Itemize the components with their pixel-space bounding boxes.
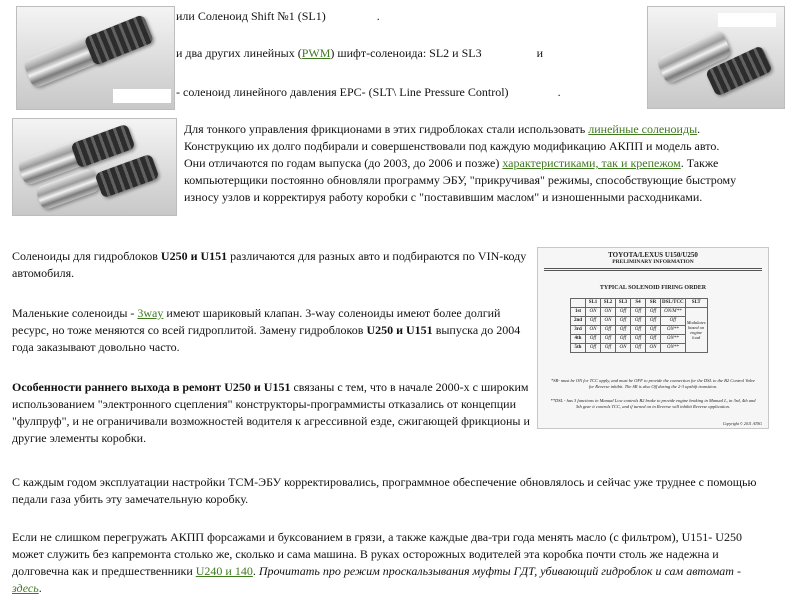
table-cell: Off xyxy=(646,335,661,344)
firing-order-header-row xyxy=(571,299,708,308)
shift1-dot: . xyxy=(376,9,380,23)
slt-line xyxy=(176,84,636,101)
sl2-sl3-line xyxy=(176,45,636,62)
table-cell: Off xyxy=(616,308,631,317)
para3-text-b: имеют шариковый клапан. 3-way соленоиды имеют более долгий ресурс, но тоже меняются со всей гидроплитой. Замену гидроблоков xyxy=(12,306,501,337)
table-cell: Off xyxy=(601,326,616,335)
para3-text-a: Маленькие соленоиды - xyxy=(12,306,138,320)
solenoid-firing-order-image xyxy=(537,247,769,429)
table-cell: Off xyxy=(646,326,661,335)
table-cell: ON xyxy=(616,344,631,353)
table-note-dsl: **DSL - has 3 functions in Manual Low controls B2 brake to provide engine braking in Manual L, in 3rd, 4th and 5th gear it controls TCC, and if turned on in Reverse will inhibit Reverse application. xyxy=(550,398,756,409)
col-header: SL3 xyxy=(616,299,631,308)
paragraph-durability xyxy=(12,529,750,597)
table-cell: ON xyxy=(601,308,616,317)
table-cell: ON xyxy=(586,308,601,317)
col-header: SLT xyxy=(685,299,707,308)
here-link[interactable] xyxy=(12,581,39,595)
table-copyright: Copyright © 2011 ATSG xyxy=(722,421,762,426)
table-cell: Off xyxy=(631,308,646,317)
table-cell: Off xyxy=(601,344,616,353)
paragraph-early-repair xyxy=(12,379,534,447)
here-link-text: здесь xyxy=(12,581,39,595)
table-note-sr: *SR- must be ON for TCC apply, and must be OFF to provide the connection for the DSL to the B2 Control Valve for Reverse inhibit. The SR is also Off during the 2-3 upshift transition. xyxy=(551,378,755,389)
table-cell: Off xyxy=(616,326,631,335)
gear-cell: 2nd xyxy=(571,317,586,326)
para3-text-c: выпуска до 2004 года заказывают довольно часто. xyxy=(12,323,521,354)
para4-text: связаны с тем, что в начале 2000-х с широким использованием "электронного сцепления" конструкторы-программисты отказались от концепции "фулпруф", и не ограничивали возможностей водителя к агрессивной езде, сжигающей фрикционы и другие элементы коробки. xyxy=(12,380,530,445)
table-cell: Off xyxy=(661,317,686,326)
table-cell: ON** xyxy=(661,344,686,353)
col-header: S4 xyxy=(631,299,646,308)
col-header: SR xyxy=(646,299,661,308)
solenoid-photo-shift1 xyxy=(16,6,175,110)
3way-link[interactable]: 3way xyxy=(137,306,164,320)
table-cell: Off xyxy=(631,335,646,344)
paragraph-linear-solenoids xyxy=(184,121,740,206)
shift1-text: или Соленоид Shift №1 (SL1) xyxy=(176,9,326,23)
para2-bold: U250 и U151 xyxy=(160,249,228,263)
characteristics-link[interactable]: характеристиками, так и крепежом xyxy=(502,156,681,170)
para6-text-b: . xyxy=(252,564,259,578)
sl2-sl3-text-a: и два других линейных ( xyxy=(176,46,302,60)
gear-cell: 5th xyxy=(571,344,586,353)
col-header: SL1 xyxy=(586,299,601,308)
para3-bold: U250 и U151 xyxy=(366,323,433,337)
table-cell: Off xyxy=(601,335,616,344)
gear-cell: 1st xyxy=(571,308,586,317)
sl2-sl3-text-b: ) шифт-соленоида: SL2 и SL3 xyxy=(330,46,482,60)
table-image-rule-bottom xyxy=(544,270,762,271)
table-cell: Off xyxy=(631,326,646,335)
table-cell: Off xyxy=(586,335,601,344)
gear-cell: 3rd xyxy=(571,326,586,335)
para1-text-c: . Также компьютерщики постоянно обновляли программу ЭБУ, "прикручивая" режимы, способствующие быстрому износу узлов и корректируя работу коробки с "поставившим маслом" и изношенными расходниками. xyxy=(184,156,737,204)
linear-solenoids-link[interactable]: линейные соленоиды xyxy=(588,122,698,136)
solenoid-photo-sl2-sl3 xyxy=(12,118,177,216)
gear-cell: 4th xyxy=(571,335,586,344)
table-cell: Off xyxy=(586,317,601,326)
table-cell: ON xyxy=(646,344,661,353)
para6-italic: Прочитать про режим проскальзывания муфты ГДТ, убивающий гидроблок и сам автомат - xyxy=(258,564,741,578)
para1-text-b: . Конструкцию их долго подбирали и совершенствовали под каждую модификацию АКПП и модель авто. Они отличаются по годам выпуска (до 2003, до 2006 и позже) xyxy=(184,122,720,170)
para4-bold: Особенности раннего выхода в ремонт U250 и U151 xyxy=(12,380,291,394)
paragraph-tcm-updates xyxy=(12,474,774,508)
solenoid-photo-slt xyxy=(647,6,785,109)
table-cell: Off xyxy=(586,344,601,353)
paragraph-3way xyxy=(12,305,534,356)
table-row xyxy=(571,308,708,317)
table-image-subtitle: PRELIMINARY INFORMATION xyxy=(612,259,694,265)
slt-text: - соленоид линейного давления EPC- (SLT\ Line Pressure Control) xyxy=(176,85,509,99)
sl2-sl3-text-c: и xyxy=(536,46,544,60)
col-header xyxy=(571,299,586,308)
table-cell: ON/M** xyxy=(661,308,686,317)
para6-text-a: Если не слишком перегружать АКПП форсажами и буксованием в грязи, а также каждые два-три года менять масло (с фильтром), U151- U250 может служить без капремонта столько же, сколько и сама машина. В руках осторожных водителей эта коробка почти столь же надежна и долговечна как и предшественники xyxy=(12,530,742,578)
table-cell: Off xyxy=(646,317,661,326)
u240-link[interactable]: U240 и 140 xyxy=(195,564,253,578)
table-cell: ON xyxy=(586,326,601,335)
table-cell: Off xyxy=(631,344,646,353)
slt-note-cell: Modulates based on engine load xyxy=(685,308,707,353)
para5-text: С каждым годом эксплуатации настройки ТСМ-ЭБУ корректировались, программное обеспечение обновлялось и сейчас уже труднее с помощью педали газа убить эту замечательную коробку. xyxy=(12,475,757,506)
table-cell: ON xyxy=(601,317,616,326)
table-image-rule-top xyxy=(544,268,762,269)
table-cell: Off xyxy=(616,317,631,326)
table-cell: ON** xyxy=(661,335,686,344)
table-image-title: TOYOTA/LEXUS U150/U250 xyxy=(608,251,698,259)
firing-order-table xyxy=(570,298,708,353)
para2-text-a: Соленоиды для гидроблоков xyxy=(12,249,161,263)
paragraph-vin xyxy=(12,248,532,282)
table-cell: Off xyxy=(646,308,661,317)
para1-text-a: Для тонкого управления фрикционами в этих гидроблоках стали использовать xyxy=(184,122,589,136)
col-header: SL2 xyxy=(601,299,616,308)
col-header: DSL/TCC xyxy=(661,299,686,308)
table-cell: Off xyxy=(616,335,631,344)
table-cell: Off xyxy=(631,317,646,326)
para2-text-c: различаются для разных авто и подбираются по VIN-коду автомобиля. xyxy=(12,249,527,280)
table-image-heading: TYPICAL SOLENOID FIRING ORDER xyxy=(599,285,707,291)
table-cell: ON** xyxy=(661,326,686,335)
para6-text-c: . xyxy=(38,581,42,595)
shift1-line xyxy=(176,8,636,25)
pwm-link[interactable]: PWM xyxy=(301,46,331,60)
slt-dot: . xyxy=(557,85,561,99)
